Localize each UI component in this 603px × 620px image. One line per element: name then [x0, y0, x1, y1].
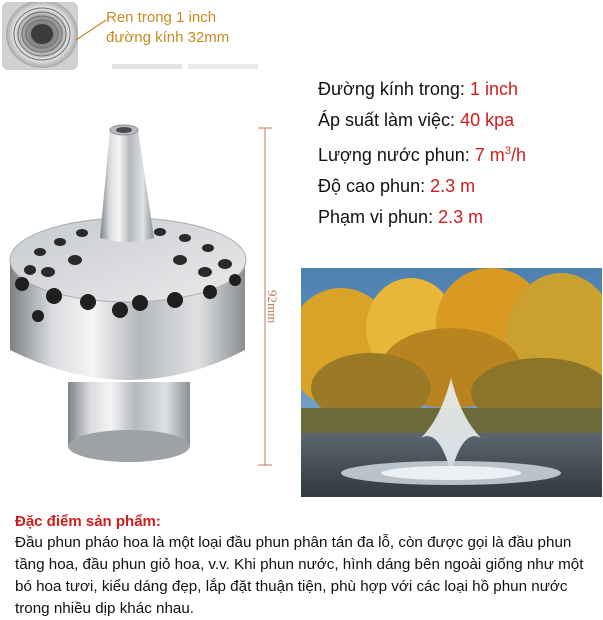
thread-leader-line [74, 18, 108, 42]
spec-label: Đường kính trong: [318, 79, 470, 99]
spec-label: Lượng nước phun: [318, 145, 475, 165]
spec-list [318, 74, 526, 233]
spec-value: 2.3 m [430, 176, 476, 196]
thread-label-line2: đường kính 32mm [106, 29, 230, 46]
spec-inner-diameter [318, 74, 526, 105]
spec-value: 2.3 m [438, 207, 484, 227]
spec-value-main: 7 m [474, 145, 505, 165]
spec-value: 40 kpa [460, 110, 515, 130]
thread-closeup-image [2, 2, 78, 70]
spec-label: Áp suất làm việc: [318, 110, 461, 130]
spec-label: Phạm vi phun: [318, 207, 439, 227]
thread-label [106, 8, 229, 48]
spec-height [318, 171, 526, 202]
height-dimension-label: 92mm [265, 290, 280, 324]
spec-value-sup: 3 [504, 145, 511, 157]
spec-value-suffix: /h [510, 145, 526, 165]
spec-value [475, 145, 526, 165]
thread-label-line1: Ren trong 1 inch [106, 9, 217, 26]
nozzle-product-image [0, 120, 300, 480]
description-body: Đầu phun pháo hoa là một loại đầu phun phân tán đa lỗ, còn được gọi là đầu phun tầng hoa, đầu phun giỏ hoa, v.v. Khi phun nước, hình dáng bên ngoài giống như một bó hoa tươi, kiểu dáng đẹp, lắp đặt thuận tiện, phù hợp với các loại hồ phun nước trong nhiều dịp khác nhau. [15, 534, 584, 617]
spec-flow [318, 136, 526, 171]
fountain-photo [301, 268, 602, 497]
spec-value: 1 inch [469, 79, 518, 99]
spec-pressure [318, 105, 526, 136]
spec-label: Độ cao phun: [318, 176, 431, 196]
faint-watermark [112, 60, 262, 74]
spec-range [318, 202, 526, 233]
description-title: Đặc điểm sản phẩm: [15, 513, 161, 530]
